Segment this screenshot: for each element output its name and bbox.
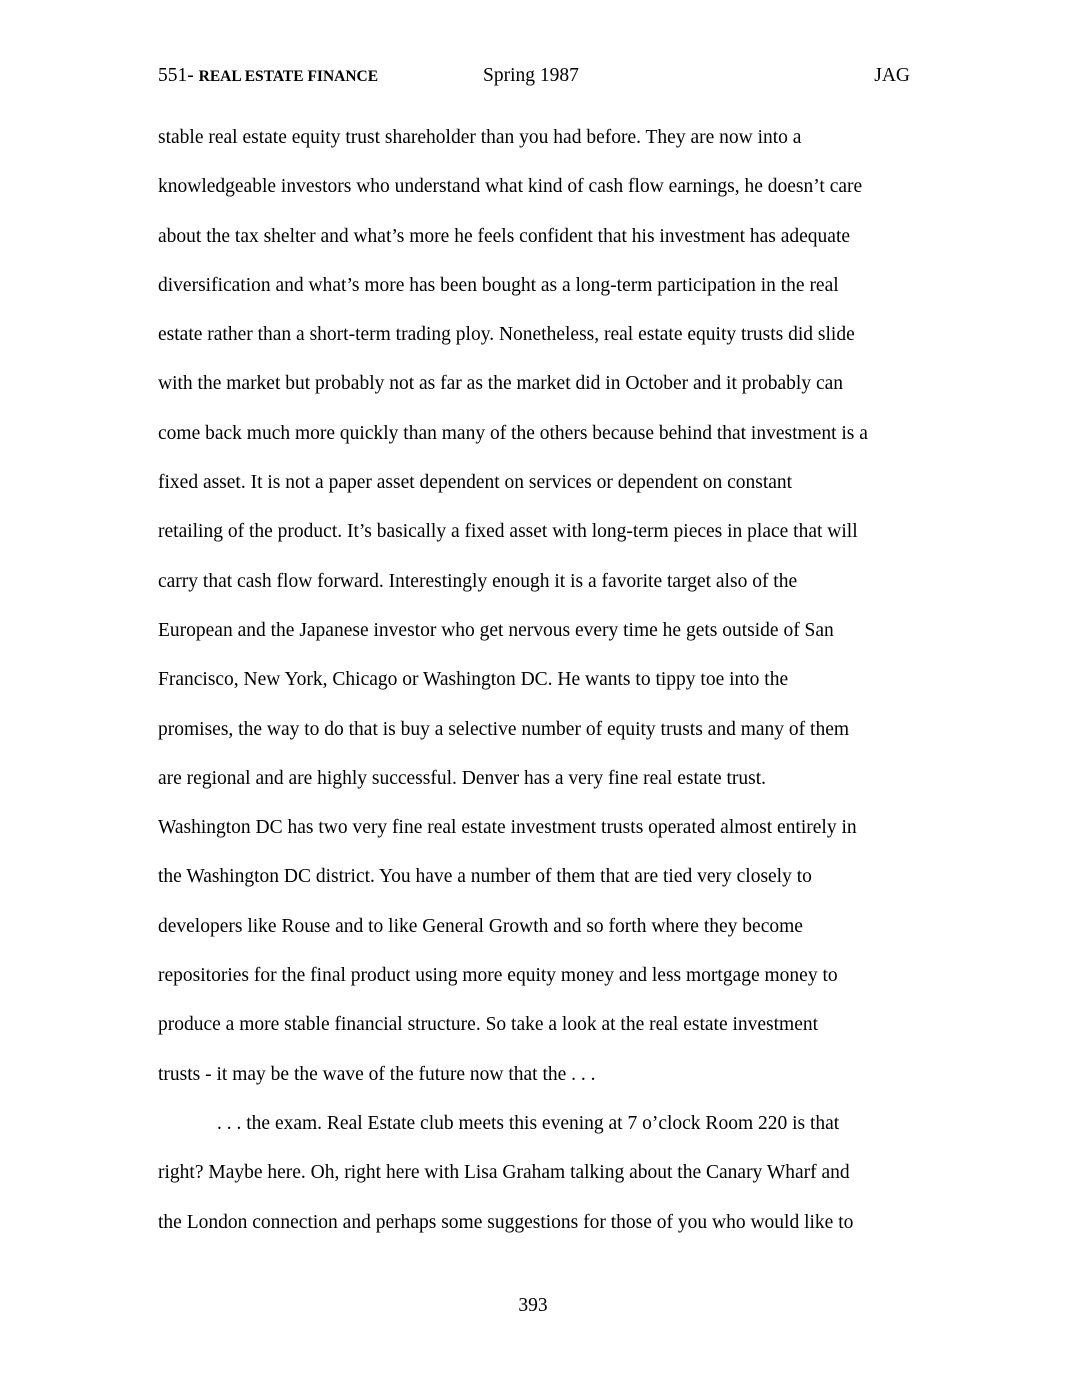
text-line: are regional and are highly successful. Denver has a very fine real estate trust. <box>158 767 767 789</box>
text-line: stable real estate equity trust shareholder than you had before. They are now into a <box>158 127 802 148</box>
author-initials: JAG <box>874 65 910 86</box>
page-number: 393 <box>518 1295 548 1316</box>
text-line: repositories for the final product using more equity money and less mortgage money to <box>158 965 838 987</box>
term-label: Spring 1987 <box>483 65 579 86</box>
course-number: 551- <box>158 65 199 86</box>
text-line-paragraph-start: . . . the exam. Real Estate club meets this evening at 7 o’clock Room 220 is that <box>217 1112 840 1134</box>
text-line: right? Maybe here. Oh, right here with Lisa Graham talking about the Canary Wharf and <box>158 1162 850 1184</box>
text-line: come back much more quickly than many of the others because behind that investment is a <box>158 422 868 444</box>
text-line: knowledgeable investors who understand what kind of cash flow earnings, he doesn’t care <box>158 176 863 198</box>
text-line: retailing of the product. It’s basically a fixed asset with long-term pieces in place that will <box>158 521 858 543</box>
text-line: carry that cash flow forward. Interestingly enough it is a favorite target also of the <box>158 570 798 592</box>
text-line: diversification and what’s more has been bought as a long-term participation in the real <box>158 274 839 296</box>
text-line: the London connection and perhaps some suggestions for those of you who would like to <box>158 1211 854 1233</box>
text-line: trusts - it may be the wave of the future now that the . . . <box>158 1063 596 1085</box>
text-line: fixed asset. It is not a paper asset dependent on services or dependent on constant <box>158 472 793 494</box>
text-line: European and the Japanese investor who get nervous every time he gets outside of San <box>158 619 834 641</box>
text-line: Francisco, New York, Chicago or Washington DC. He wants to tippy toe into the <box>158 669 789 691</box>
text-line: promises, the way to do that is buy a selective number of equity trusts and many of them <box>158 718 850 740</box>
transcript-body <box>158 113 918 1247</box>
course-name: REAL ESTATE FINANCE <box>198 68 379 85</box>
text-line: Washington DC has two very fine real estate investment trusts operated almost entirely in <box>158 817 857 839</box>
page-header <box>158 62 910 90</box>
text-line: about the tax shelter and what’s more he feels confident that his investment has adequate <box>158 225 851 247</box>
course-title <box>158 62 378 91</box>
text-line: developers like Rouse and to like General Growth and so forth where they become <box>158 915 803 937</box>
text-line: the Washington DC district. You have a number of them that are tied very closely to <box>158 866 812 888</box>
text-line: with the market but probably not as far as the market did in October and it probably can <box>158 373 844 395</box>
text-line: estate rather than a short-term trading ploy. Nonetheless, real estate equity trusts did slide <box>158 324 855 346</box>
text-line: produce a more stable financial structure. So take a look at the real estate investment <box>158 1014 819 1036</box>
